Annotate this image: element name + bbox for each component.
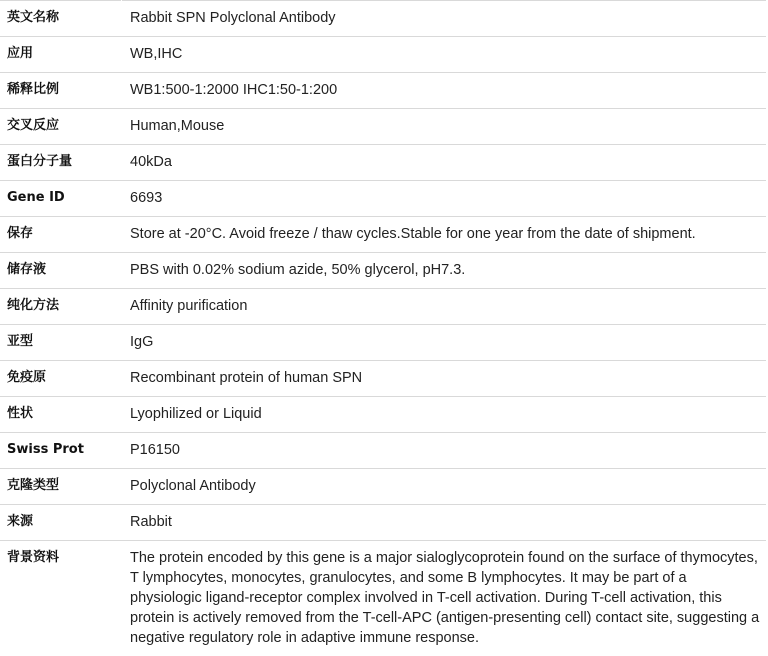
spec-value: IgG [122, 325, 767, 361]
spec-value: P16150 [122, 433, 767, 469]
spec-row-application [0, 37, 766, 73]
spec-row-purification [0, 289, 766, 325]
spec-value: Rabbit [122, 505, 767, 541]
spec-label: 蛋白分子量 [0, 145, 122, 181]
spec-label: Swiss Prot [0, 433, 122, 469]
spec-row-english-name [0, 1, 766, 37]
spec-label: 储存液 [0, 253, 122, 289]
spec-label: 交叉反应 [0, 109, 122, 145]
spec-label: 来源 [0, 505, 122, 541]
spec-row-swiss-prot [0, 433, 766, 469]
spec-label: 性状 [0, 397, 122, 433]
spec-value: Rabbit SPN Polyclonal Antibody [122, 1, 767, 37]
spec-label: 稀释比例 [0, 73, 122, 109]
spec-row-immunogen [0, 361, 766, 397]
spec-value: 40kDa [122, 145, 767, 181]
spec-label: 保存 [0, 217, 122, 253]
spec-label: 克隆类型 [0, 469, 122, 505]
spec-row-dilution [0, 73, 766, 109]
spec-value: Recombinant protein of human SPN [122, 361, 767, 397]
spec-value: WB1:500-1:2000 IHC1:50-1:200 [122, 73, 767, 109]
spec-label: Gene ID [0, 181, 122, 217]
spec-label: 应用 [0, 37, 122, 73]
spec-row-cross-reactivity [0, 109, 766, 145]
spec-value: PBS with 0.02% sodium azide, 50% glycerol, pH7.3. [122, 253, 767, 289]
spec-label: 背景资料 [0, 541, 122, 656]
spec-value: Polyclonal Antibody [122, 469, 767, 505]
spec-row-clonality [0, 469, 766, 505]
spec-value: WB,IHC [122, 37, 767, 73]
spec-value: Store at -20°C. Avoid freeze / thaw cycles.Stable for one year from the date of shipment. [122, 217, 767, 253]
spec-value: Affinity purification [122, 289, 767, 325]
spec-row-host [0, 505, 766, 541]
spec-label: 英文名称 [0, 1, 122, 37]
spec-row-isotype [0, 325, 766, 361]
spec-row-gene-id [0, 181, 766, 217]
spec-label: 免疫原 [0, 361, 122, 397]
spec-row-storage-buffer [0, 253, 766, 289]
spec-label: 亚型 [0, 325, 122, 361]
spec-row-form [0, 397, 766, 433]
spec-value: Human,Mouse [122, 109, 767, 145]
spec-row-background [0, 541, 766, 656]
spec-value: The protein encoded by this gene is a major sialoglycoprotein found on the surface of thymocytes, T lymphocytes, monocytes, granulocytes, and some B lymphocytes. It may be part of a physiologic ligand-receptor complex involved in T-cell activation. During T-cell activation, this protein is actively removed from the T-cell-APC (antigen-presenting cell) contact site, suggesting a negative regulatory role in adaptive immune response. [122, 541, 767, 656]
spec-row-storage [0, 217, 766, 253]
spec-label: 纯化方法 [0, 289, 122, 325]
spec-row-molecular-weight [0, 145, 766, 181]
spec-value: Lyophilized or Liquid [122, 397, 767, 433]
spec-value: 6693 [122, 181, 767, 217]
